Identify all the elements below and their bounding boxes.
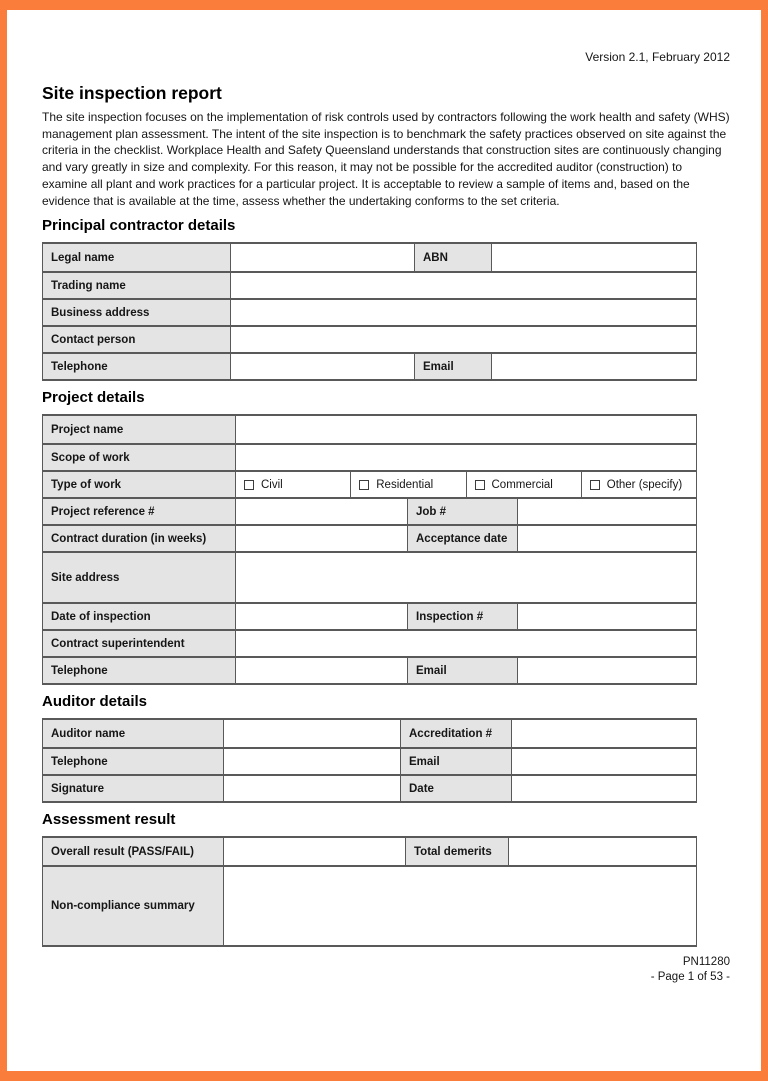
table-row	[43, 602, 696, 629]
contract-superintendent-input[interactable]	[235, 631, 696, 656]
project-name-input[interactable]	[235, 416, 696, 443]
site-address-label: Site address	[43, 553, 235, 602]
overall-result-label: Overall result (PASS/FAIL)	[43, 838, 223, 865]
auditor-name-input[interactable]	[223, 720, 400, 747]
checkbox-commercial[interactable]	[466, 472, 581, 497]
checkbox-residential[interactable]	[350, 472, 465, 497]
abn-input[interactable]	[491, 244, 696, 271]
total-demerits-input[interactable]	[508, 838, 696, 865]
total-demerits-label: Total demerits	[405, 838, 508, 865]
checkbox-icon[interactable]	[359, 480, 369, 490]
table-row	[43, 629, 696, 656]
section-heading-project: Project details	[42, 389, 145, 407]
project-email-label: Email	[407, 658, 517, 683]
project-reference-input[interactable]	[235, 499, 407, 524]
auditor-email-input[interactable]	[511, 749, 696, 774]
project-reference-label: Project reference #	[43, 499, 235, 524]
non-compliance-summary-input[interactable]	[223, 867, 696, 945]
page-footer	[42, 955, 730, 985]
auditor-telephone-label: Telephone	[43, 749, 223, 774]
table-row	[43, 865, 696, 945]
project-details-table	[42, 414, 697, 685]
document-number: PN11280	[682, 956, 730, 969]
scope-of-work-label: Scope of work	[43, 445, 235, 470]
intro-paragraph: The site inspection focuses on the implementation of risk controls used by contractors following the work health and safety (WHS) management plan assessment. The intent of the site inspection is to benchmark the safety practices observed on site against the criteria in the checklist. Workplace Health and Safety Queensland understands that construction sites are continuously changing and vary greatly in size and complexity. For this reason, it may not be possible for the accredited auditor (construction) to examine all plant and work practices for a particular project. It is acceptable to review a sample of items and, based on the evidence that is available at the time, assess whether the undertaking conforms to the set criteria.	[42, 110, 730, 208]
trading-name-input[interactable]	[230, 273, 696, 298]
job-number-input[interactable]	[517, 499, 696, 524]
signature-label: Signature	[43, 776, 223, 801]
date-input[interactable]	[511, 776, 696, 801]
site-address-input[interactable]	[235, 553, 696, 602]
table-row	[43, 416, 696, 443]
project-email-input[interactable]	[517, 658, 696, 683]
job-number-label: Job #	[407, 499, 517, 524]
table-row	[43, 497, 696, 524]
principal-contractor-table	[42, 242, 697, 381]
checkbox-icon[interactable]	[475, 480, 485, 490]
checkbox-icon[interactable]	[244, 480, 254, 490]
contact-person-label: Contact person	[43, 327, 230, 352]
table-row	[43, 551, 696, 602]
scope-of-work-input[interactable]	[235, 445, 696, 470]
email-input[interactable]	[491, 354, 696, 379]
contract-duration-input[interactable]	[235, 526, 407, 551]
checkbox-residential-label: Residential	[376, 478, 434, 491]
non-compliance-summary-label: Non-compliance summary	[43, 867, 223, 945]
checkbox-other-label: Other (specify)	[606, 478, 683, 491]
project-name-label: Project name	[43, 416, 235, 443]
table-row	[43, 298, 696, 325]
overall-result-input[interactable]	[223, 838, 405, 865]
business-address-input[interactable]	[230, 300, 696, 325]
page-number: - Page 1 of 53 -	[650, 971, 730, 984]
date-label: Date	[400, 776, 511, 801]
page-title: Site inspection report	[42, 83, 222, 103]
contract-superintendent-label: Contract superintendent	[43, 631, 235, 656]
table-row	[43, 838, 696, 865]
table-row	[43, 774, 696, 801]
inspection-number-input[interactable]	[517, 604, 696, 629]
legal-name-input[interactable]	[230, 244, 414, 271]
report-page	[7, 50, 761, 985]
acceptance-date-input[interactable]	[517, 526, 696, 551]
checkbox-commercial-label: Commercial	[491, 478, 553, 491]
acceptance-date-label: Acceptance date	[407, 526, 517, 551]
section-heading-auditor: Auditor details	[42, 693, 148, 711]
table-row	[43, 656, 696, 683]
inspection-number-label: Inspection #	[407, 604, 517, 629]
trading-name-label: Trading name	[43, 273, 230, 298]
contract-duration-label: Contract duration (in weeks)	[43, 526, 235, 551]
section-heading-principal: Principal contractor details	[42, 217, 236, 235]
legal-name-label: Legal name	[43, 244, 230, 271]
accreditation-number-input[interactable]	[511, 720, 696, 747]
project-telephone-input[interactable]	[235, 658, 407, 683]
assessment-result-table	[42, 836, 697, 947]
table-row	[43, 443, 696, 470]
abn-label: ABN	[414, 244, 491, 271]
checkbox-civil-label: Civil	[261, 478, 283, 491]
email-label: Email	[414, 354, 491, 379]
date-of-inspection-label: Date of inspection	[43, 604, 235, 629]
checkbox-icon[interactable]	[590, 480, 600, 490]
auditor-telephone-input[interactable]	[223, 749, 400, 774]
checkbox-civil[interactable]	[235, 472, 350, 497]
table-row	[43, 271, 696, 298]
business-address-label: Business address	[43, 300, 230, 325]
table-row	[43, 244, 696, 271]
project-telephone-label: Telephone	[43, 658, 235, 683]
section-heading-assessment: Assessment result	[42, 811, 176, 829]
contact-person-input[interactable]	[230, 327, 696, 352]
signature-input[interactable]	[223, 776, 400, 801]
checkbox-other[interactable]	[581, 472, 696, 497]
accreditation-number-label: Accreditation #	[400, 720, 511, 747]
auditor-details-table	[42, 718, 697, 803]
telephone-label: Telephone	[43, 354, 230, 379]
table-row	[43, 524, 696, 551]
version-line: Version 2.1, February 2012	[585, 50, 730, 64]
table-row	[43, 747, 696, 774]
telephone-input[interactable]	[230, 354, 414, 379]
auditor-email-label: Email	[400, 749, 511, 774]
type-of-work-label: Type of work	[43, 472, 235, 497]
table-row	[43, 720, 696, 747]
date-of-inspection-input[interactable]	[235, 604, 407, 629]
table-row	[43, 325, 696, 352]
auditor-name-label: Auditor name	[43, 720, 223, 747]
table-row	[43, 470, 696, 497]
table-row	[43, 352, 696, 379]
